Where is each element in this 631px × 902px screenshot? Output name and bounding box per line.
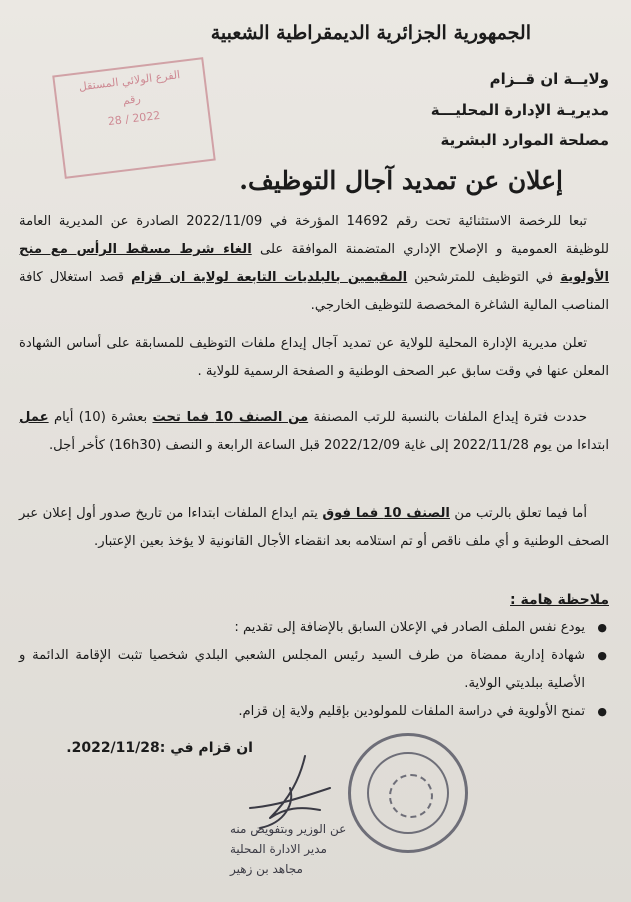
paragraph-3 xyxy=(19,404,609,460)
paragraph-1 xyxy=(19,208,609,320)
signer-name: مجاهد بن زهير xyxy=(230,862,303,876)
para1-underline: المقيمين xyxy=(347,270,408,285)
official-round-stamp xyxy=(348,733,468,853)
para2-text: تعلن مديرية الإدارة المحلية للولاية عن تمديد آجال إيداع ملفات التوظيف للمسابقة على أساس الشهادة المعلن عنها في وقت سابق عبر الصحف الوطنية و الصفحة الرسمية للولاية . xyxy=(19,336,609,379)
notes-heading: ملاحظة هامة : xyxy=(510,592,609,608)
para3-text-c: بعشرة (10) أيام xyxy=(48,410,153,425)
para1-bold-2: بالبلديات التابعة لولاية ان قزام xyxy=(131,270,348,285)
para3-text-e: ابتداءا من يوم 2022/11/28 إلى غاية 2022/12/09 قبل الساعة الرابعة و النصف (16h30) كأخر أجل. xyxy=(48,438,609,453)
para1-text-2: في التوظيف للمترشحين xyxy=(407,270,561,285)
para3-category: من الصنف 10 فما تحت xyxy=(152,410,309,425)
para4-category: الصنف 10 فما فوق xyxy=(322,506,450,521)
para1-text-1: تبعا للرخصة الاستثنائية تحت رقم 14692 المؤرخة في 2022/11/09 الصادرة عن المديرية العامة للوظيفة العمومية و الإصلاح الإداري المتضمنة الموافقة على xyxy=(19,214,609,257)
notes-section xyxy=(19,586,609,726)
para4-text-a: أما فيما تعلق بالرتب من xyxy=(449,506,588,521)
note-item: ● يودع نفس الملف الصادر في الإعلان السابق بالإضافة إلى تقديم : xyxy=(19,614,609,642)
paragraph-2 xyxy=(19,330,609,386)
para3-work: عمل xyxy=(19,410,49,425)
stamp-line-1: الفرع الولائي المستقل xyxy=(78,68,181,94)
incoming-stamp xyxy=(52,57,216,179)
signer-line-2: مدير الادارة المحلية xyxy=(230,842,327,856)
stamp-line-3: 2022 / 28 xyxy=(107,108,162,129)
wilaya-label: ولايــة ان قــزام xyxy=(489,70,609,88)
directorate-label: مديريـة الإدارة المحليـــة xyxy=(430,101,609,119)
signer-line-1: عن الوزير وبتفويض منه xyxy=(230,822,347,836)
para1-bold-1: الغاء شرط مسقط الرأس مع منح الأولوية xyxy=(19,242,609,285)
service-label: مصلحة الموارد البشرية xyxy=(440,131,609,149)
para3-text-a: حددت فترة إيداع الملفات بالنسبة للرتب المصنفة xyxy=(308,410,587,425)
announcement-title: إعلان عن تمديد آجال التوظيف. xyxy=(239,166,563,195)
emblem-icon xyxy=(389,774,433,818)
stamp-line-2: رقم xyxy=(122,92,142,108)
note-item: ● شهادة إدارية ممضاة من طرف السيد رئيس المجلس الشعبي البلدي شخصيا تثبت الإقامة الدائمة و الأصلية ببلديتي الولاية. xyxy=(19,642,609,698)
notes-list xyxy=(19,614,609,726)
place-date: ان قزام في :2022/11/28. xyxy=(66,740,253,756)
para1-text-3: قصد استغلال كافة المناصب المالية الشاغرة المخصصة للتوظيف الخارجي. xyxy=(19,270,609,313)
note-item: ● تمنح الأولوية في دراسة الملفات للمولودين بإقليم ولاية إن قزام. xyxy=(19,698,609,726)
paragraph-4 xyxy=(19,500,609,556)
para4-text-c: يتم ايداع الملفات ابتداءا من تاريخ صدور أول إعلان عبر الصحف الوطنية و أي ملف ناقص أو تم استلامه بعد انقضاء الأجال القانونية لا يؤخذ بعين الإعتبار. xyxy=(19,506,609,549)
republic-heading: الجمهورية الجزائرية الديمقراطية الشعبية xyxy=(210,22,531,44)
